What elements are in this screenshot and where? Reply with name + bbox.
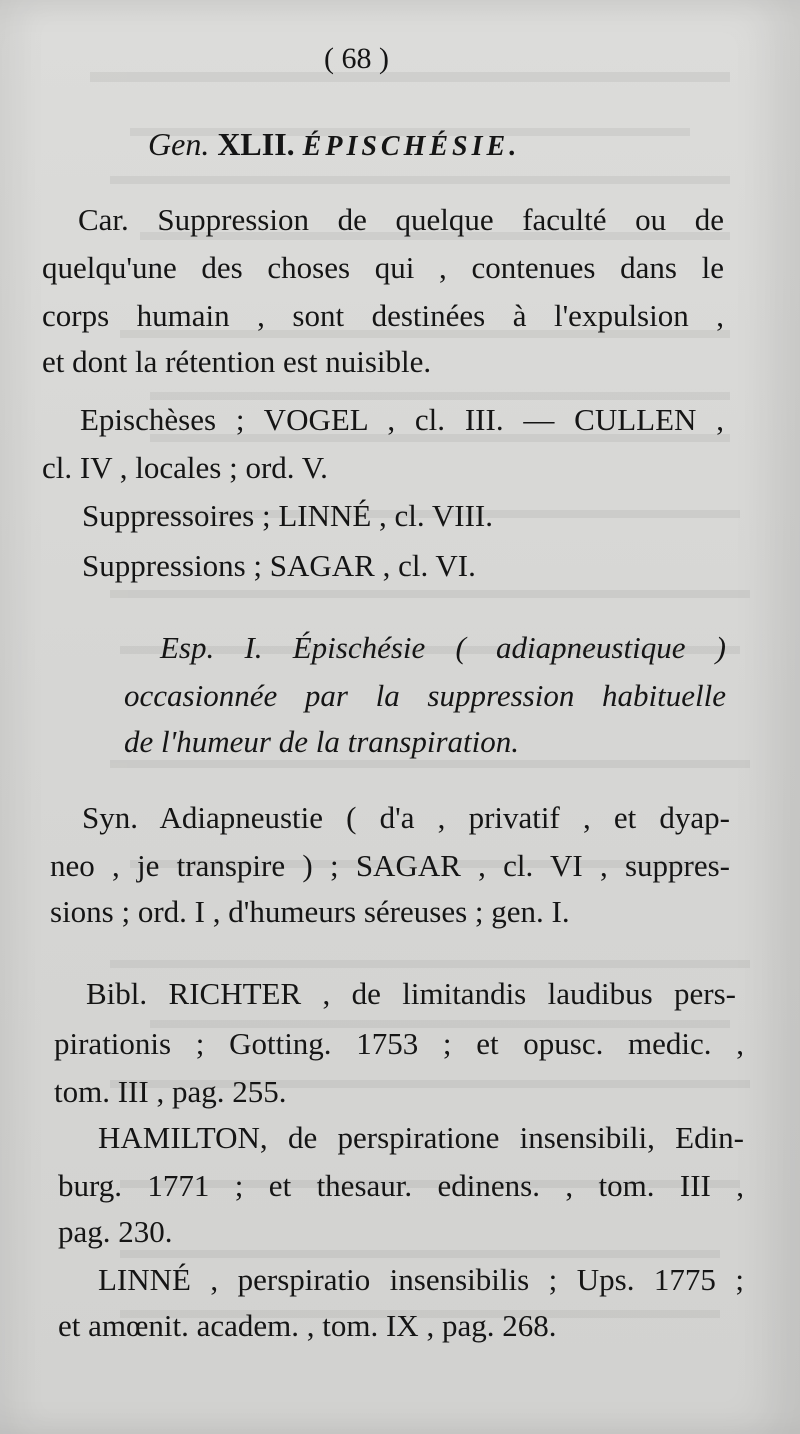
- text-line-1: Car. Suppression de quelque faculté ou de: [78, 202, 724, 237]
- genus-header: [148, 128, 520, 161]
- text-line-16: pirationis ; Gotting. 1753 ; et opusc. medic. ,: [54, 1026, 744, 1061]
- text-line-10: occasionnée par la suppression habituelle: [124, 678, 726, 713]
- text-line-9: Esp. I. Épischésie ( adiapneustique ): [160, 630, 726, 665]
- text-line-20: pag. 230.: [58, 1214, 173, 1249]
- page-number: ( 68 ): [324, 42, 389, 75]
- text-line-4: et dont la rétention est nuisible.: [42, 344, 432, 379]
- text-line-15: Bibl. RICHTER , de limitandis laudibus pers-: [86, 976, 736, 1011]
- text-line-22: et amœnit. academ. , tom. IX , pag. 268.: [58, 1308, 557, 1343]
- genus-name: ÉPISCHÉSIE.: [302, 131, 521, 162]
- genus-label: Gen.: [148, 126, 210, 162]
- text-line-7: Suppressoires ; LINNÉ , cl. VIII.: [82, 498, 493, 533]
- text-line-6: cl. IV , locales ; ord. V.: [42, 450, 328, 485]
- text-line-12: Syn. Adiapneustie ( d'a , privatif , et dyap-: [82, 800, 730, 835]
- text-line-3: corps humain , sont destinées à l'expulsion ,: [42, 298, 724, 333]
- text-line-19: burg. 1771 ; et thesaur. edinens. , tom. III ,: [58, 1168, 744, 1203]
- text-line-13: neo , je transpire ) ; SAGAR , cl. VI , suppres-: [50, 848, 730, 883]
- text-line-18: HAMILTON, de perspiratione insensibili, Edin-: [98, 1120, 744, 1155]
- text-line-8: Suppressions ; SAGAR , cl. VI.: [82, 548, 476, 583]
- text-line-11: de l'humeur de la transpiration.: [124, 724, 519, 759]
- text-line-21: LINNÉ , perspiratio insensibilis ; Ups. 1775 ;: [98, 1262, 744, 1297]
- text-line-14: sions ; ord. I , d'humeurs séreuses ; gen. I.: [50, 894, 570, 929]
- text-line-17: tom. III , pag. 255.: [54, 1074, 287, 1109]
- genus-number: XLII.: [217, 126, 295, 162]
- text-line-5: Epischèses ; VOGEL , cl. III. — CULLEN ,: [80, 402, 724, 437]
- text-line-2: quelqu'une des choses qui , contenues dans le: [42, 250, 724, 285]
